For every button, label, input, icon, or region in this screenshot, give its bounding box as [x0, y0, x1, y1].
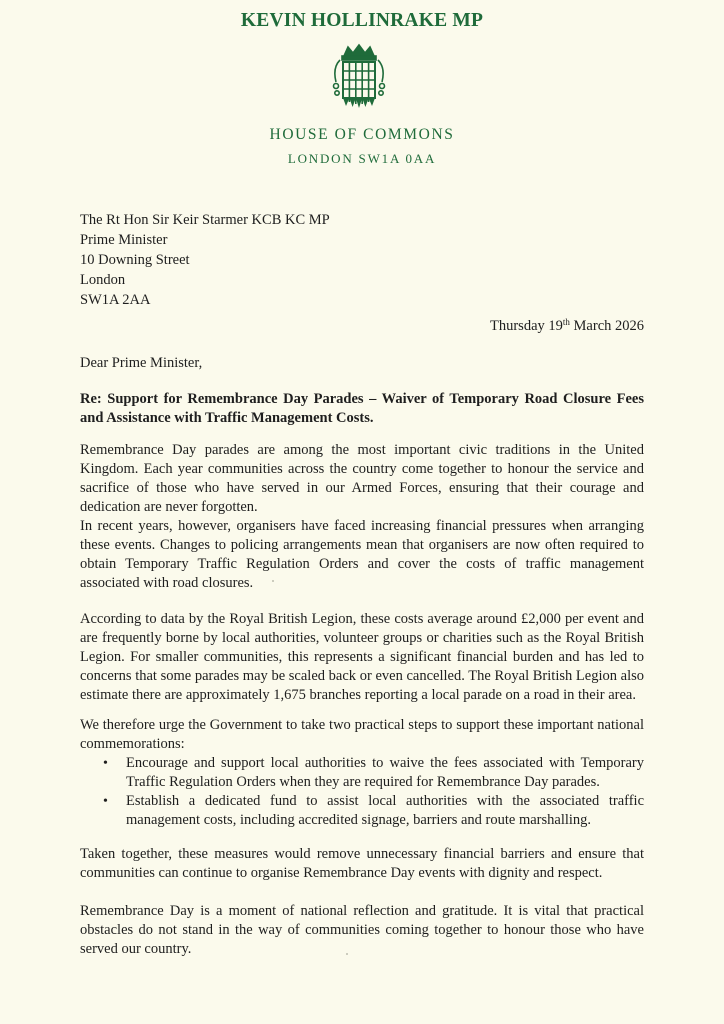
- scan-speck: [346, 953, 348, 955]
- paragraph-text: In recent years, however, organisers have faced increasing financial pressures when arranging these events. Changes to policing arrangements mean that organisers are now often required to obtain Temporary Traffic Regulation Orders and cover the costs of traffic management associated with road closures.: [80, 518, 644, 591]
- paragraph: [80, 902, 644, 959]
- mp-name-heading: KEVIN HOLLINRAKE MP: [240, 10, 484, 31]
- paragraph: [80, 517, 644, 593]
- recipient-address: [80, 210, 330, 310]
- bullet-item: • Encourage and support local authorities to waive the fees associated with Temporary Traffic Regulation Orders when they are required for Remembrance Day parades.: [126, 754, 644, 792]
- subject-line: Re: Support for Remembrance Day Parades – Waiver of Temporary Road Closure Fees and Assistance with Traffic Management Costs.: [80, 391, 644, 426]
- letter-date: [490, 318, 644, 335]
- recipient-line: London: [80, 272, 126, 288]
- date-month-year: March 2026: [569, 318, 644, 334]
- recipient-line: SW1A 2AA: [80, 292, 151, 308]
- paragraph-text: We therefore urge the Government to take two practical steps to support these important national commemorations:: [80, 717, 644, 752]
- recipient-line: 10 Downing Street: [80, 252, 190, 268]
- portcullis-icon: [330, 42, 388, 110]
- bullet-item: • Establish a dedicated fund to assist local authorities with the associated traffic management costs, including accredited signage, barriers and route marshalling.: [126, 792, 644, 830]
- paragraph-text: Remembrance Day parades are among the most important civic traditions in the United Kingdom. Each year communities across the country come together to honour the service and sacrifice of those who have served in our Armed Forces, ensuring that their courage and dedication are never forgotten.: [80, 442, 644, 515]
- paragraph: [80, 845, 644, 883]
- scan-speck: [272, 580, 274, 582]
- paragraph-text: Taken together, these measures would remove unnecessary financial barriers and ensure that communities can continue to organise Remembrance Day events with dignity and respect.: [80, 846, 644, 881]
- paragraph: [80, 610, 644, 705]
- paragraph-with-list: [80, 716, 644, 830]
- salutation: Dear Prime Minister,: [80, 355, 203, 371]
- recipient-line: Prime Minister: [80, 232, 168, 248]
- office-address: LONDON SW1A 0AA: [287, 151, 437, 166]
- paragraph-text: According to data by the Royal British Legion, these costs average around £2,000 per event and are frequently borne by local authorities, volunteer groups or charities such as the Royal British Legion. For smaller communities, this represents a significant financial burden and has led to concerns that some parades may be scaled back or even cancelled. The Royal British Legion also estimate there are approximately 1,675 branches reporting a local parade on a road in their area.: [80, 611, 644, 703]
- bullet-list: [80, 754, 644, 830]
- date-suffix: th: [562, 317, 570, 327]
- house-of-commons-heading: HOUSE OF COMMONS: [269, 126, 455, 143]
- paragraph-text: Remembrance Day is a moment of national reflection and gratitude. It is vital that practical obstacles do not stand in the way of communities coming together to honour those who have served our country.: [80, 903, 644, 957]
- date-day: Thursday 19: [490, 318, 563, 334]
- paragraph: [80, 441, 644, 517]
- recipient-line: The Rt Hon Sir Keir Starmer KCB KC MP: [80, 212, 330, 228]
